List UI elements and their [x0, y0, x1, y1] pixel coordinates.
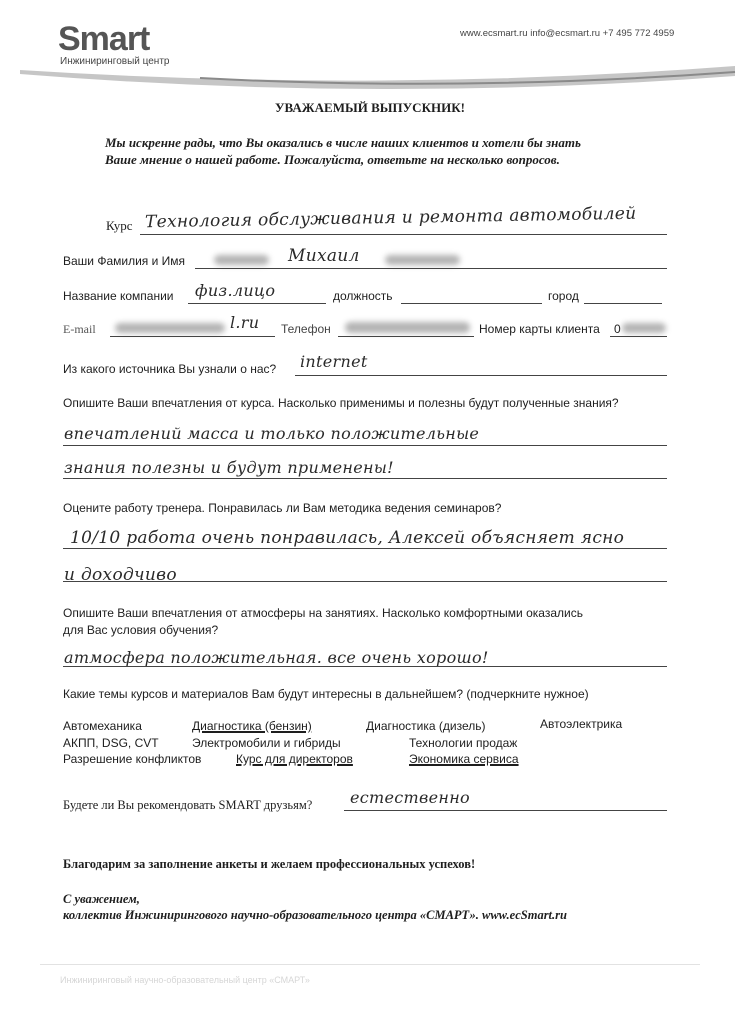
redacted-email: [115, 323, 225, 333]
topic-autoelectrics[interactable]: Автоэлектрика: [540, 717, 623, 731]
name-value[interactable]: Михаил: [288, 246, 360, 266]
topic-directors-course[interactable]: Курс для директоров: [236, 752, 353, 766]
topic-sales-tech[interactable]: Технологии продаж: [409, 736, 518, 750]
topic-diagnostics-diesel[interactable]: Диагностика (дизель): [366, 719, 486, 733]
city-line: [584, 303, 662, 304]
closing-regards: С уважением,: [63, 892, 140, 906]
recommend-value[interactable]: естественно: [350, 788, 470, 807]
intro-line-2: Ваше мнение о нашей работе. Пожалуйста, ответьте на несколько вопросов.: [105, 152, 560, 167]
question-2: Оцените работу тренера. Понравилась ли Вам методика ведения семинаров?: [63, 501, 502, 515]
recommend-line: [344, 810, 667, 811]
question-4: Какие темы курсов и материалов Вам будут интересны в дальнейшем? (подчеркните нужное): [63, 687, 589, 701]
phone-label: Телефон: [281, 322, 331, 336]
course-value[interactable]: Технология обслуживания и ремонта автомобилей: [144, 203, 637, 233]
answer-1-line-2[interactable]: знания полезны и будут применены!: [64, 458, 394, 477]
course-label: Курс: [106, 218, 133, 233]
email-value[interactable]: l.ru: [230, 313, 260, 332]
answer-2-line-1[interactable]: 10/10 работа очень понравилась, Алексей объясняет ясно: [70, 528, 625, 548]
redacted-name-extra: [385, 255, 460, 265]
closing-signature: коллектив Инжинирингового научно-образовательного центра «СМАРТ». www.ecSmart.ru: [63, 908, 567, 922]
answer-2-line-2[interactable]: и доходчиво: [64, 565, 177, 585]
email-label: E-mail: [63, 322, 96, 336]
topic-electric-hybrid[interactable]: Электромобили и гибриды: [192, 736, 341, 750]
question-3-line-1: Опишите Ваши впечатления от атмосферы на занятиях. Насколько комфортными оказались: [63, 606, 583, 620]
logo-subtitle: Инжиниринговый центр: [60, 56, 170, 67]
answer-1-rule-1: [63, 445, 667, 446]
company-line: [188, 303, 326, 304]
topic-diagnostics-petrol[interactable]: Диагностика (бензин): [192, 719, 312, 733]
redacted-card: [622, 323, 666, 333]
recommend-label: Будете ли Вы рекомендовать SMART друзьям?: [63, 798, 313, 812]
card-line: [610, 336, 667, 337]
position-line: [401, 303, 542, 304]
question-1: Опишите Ваши впечатления от курса. Насколько применимы и полезны будут полученные знания?: [63, 396, 619, 410]
question-3-line-2: для Вас условия обучения?: [63, 623, 219, 637]
source-label: Из какого источника Вы узнали о нас?: [63, 362, 277, 376]
name-label: Ваши Фамилия и Имя: [63, 254, 186, 268]
redacted-surname: [214, 255, 269, 265]
card-value[interactable]: 0: [614, 322, 621, 336]
answer-1-rule-2: [63, 478, 667, 479]
answer-1-line-1[interactable]: впечатлений масса и только положительные: [64, 424, 480, 443]
footer-rule: [40, 964, 700, 965]
topic-automechanics[interactable]: Автомеханика: [63, 719, 142, 733]
topic-service-economics[interactable]: Экономика сервиса: [409, 752, 519, 766]
answer-2-rule-1: [63, 548, 667, 549]
answer-3-rule-1: [63, 666, 667, 667]
source-line: [295, 375, 667, 376]
header-contacts: www.ecsmart.ru info@ecsmart.ru +7 495 772 4959: [460, 28, 675, 39]
intro-line-1: Мы искренне рады, что Вы оказались в числе наших клиентов и хотели бы знать: [105, 135, 581, 150]
position-label: должность: [333, 289, 393, 303]
answer-3-line-1[interactable]: атмосфера положительная. все очень хорошо!: [64, 648, 489, 667]
footer-faint-text: Инжиниринговый научно-образовательный центр «СМАРТ»: [60, 975, 310, 985]
company-label: Название компании: [63, 289, 174, 303]
card-label: Номер карты клиента: [479, 322, 600, 336]
source-value[interactable]: internet: [300, 352, 368, 371]
page-title: УВАЖАЕМЫЙ ВЫПУСКНИК!: [275, 100, 465, 115]
closing-thanks: Благодарим за заполнение анкеты и желаем профессиональных успехов!: [63, 857, 476, 871]
course-line: [140, 234, 667, 235]
topic-conflict-resolution[interactable]: Разрешение конфликтов: [63, 752, 202, 766]
city-label: город: [548, 289, 579, 303]
email-line: [110, 336, 275, 337]
logo-text: Smart: [58, 20, 150, 58]
phone-line: [338, 336, 474, 337]
company-value[interactable]: физ.лицо: [195, 281, 276, 300]
redacted-phone: [345, 322, 470, 333]
topic-transmissions[interactable]: АКПП, DSG, CVT: [63, 736, 159, 750]
answer-2-rule-2: [63, 581, 667, 582]
name-line: [195, 268, 667, 269]
